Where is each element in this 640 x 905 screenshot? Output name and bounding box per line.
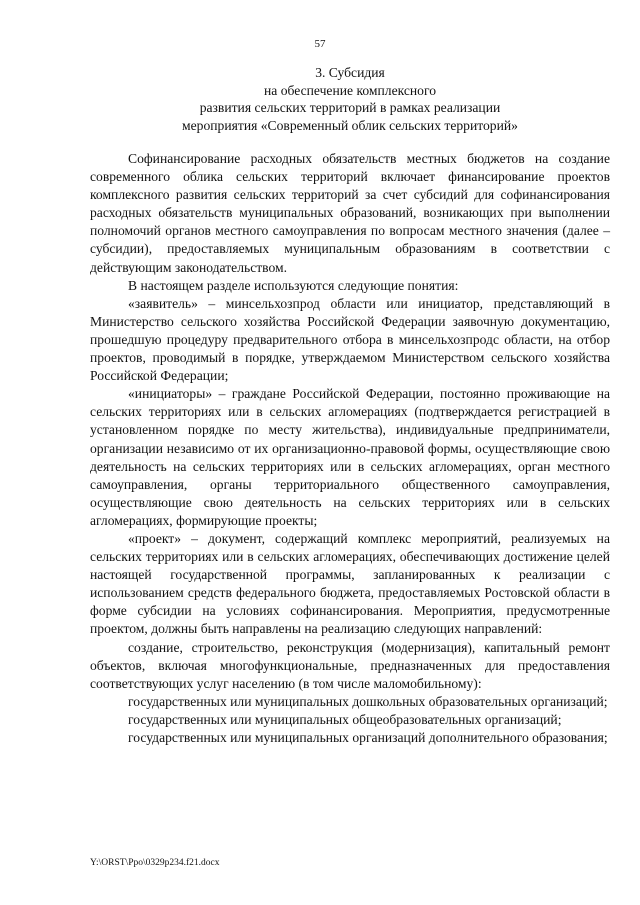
paragraph-cofinancing: Софинансирование расходных обязательств местных бюджетов на создание современного облика сельских территорий включает финансирование проектов комплексного развития сельских территорий за счет субсидий для софинансирования расходных обязательств муниципальных образований, возникающих при выполнении полномочий органов местного самоуправления по вопросам местного значения (далее – субсидии), предоставляемых муниципальным образованиям в соответствии с действующим законодательством. [90,151,610,275]
paragraph-additional-education: государственных или муниципальных организаций дополнительного образования; [128,730,608,745]
paragraph-preschool: государственных или муниципальных дошкольных образовательных организаций; [128,693,608,709]
paragraph-definitions-intro: В настоящем разделе используются следующие понятия: [128,277,459,293]
section-title-line: 3. Субсидия [315,65,385,80]
page-number: 57 [314,38,326,50]
footer-file-path: Y:\ORST\Ppo\0329p234.f21.docx [90,858,220,868]
paragraph-general-education: государственных или муниципальных общеобразовательных организаций; [128,711,562,727]
section-title-line: на обеспечение комплексного [263,82,437,98]
paragraph-definition-project: «проект» – документ, содержащий комплекс мероприятий, реализуемых на сельских территориях или в сельских агломерациях, обеспечивающих достижение целей настоящей государственной программы, запланированных к реализации с использованием средств федерального бюджета, предоставляемых Ростовской области в форме субсидии на условиях софинансирования. Мероприятия, предусмотренные проектом, должны быть направлены на реализацию следующих направлений: [90,530,610,637]
paragraph-definition-applicant: «заявитель» – минсельхозпрод области или инициатор, представляющий в Министерство сельского хозяйства Российской Федерации заявочную документацию, прошедшую процедуру предварительного отбора в минсельхозпродс области, на отбор проектов, проводимый в порядке, утверждаемом Министерством сельского хозяйства Российской Федерации; [90,295,610,384]
paragraph-definition-initiators: «инициаторы» – граждане Российской Федерации, постоянно проживающие на сельских территориях или в сельских агломерациях (подтверждается регистрацией в установленном порядке по месту жительства), индивидуальные предприниматели, организации независимо от их организационно-правовой формы, осуществляющие свою деятельность на сельских территориях или в сельских агломерациях, орган местного самоуправления, органы территориального общественного самоуправления, осуществляющие свою деятельность на сельских территориях или в сельских агломерациях, формирующие проекты; [90,386,610,528]
paragraph-construction: создание, строительство, реконструкция (модернизация), капитальный ремонт объектов, включая многофункциональные, предназначенных для предоставления соответствующих услуг населению (в том числе маломобильному): [90,639,610,691]
section-title-line: развития сельских территорий в рамках реализации [199,100,501,115]
section-title [90,64,610,134]
document-body [90,150,610,747]
section-title-line: мероприятия «Современный облик сельских территорий» [182,117,518,133]
